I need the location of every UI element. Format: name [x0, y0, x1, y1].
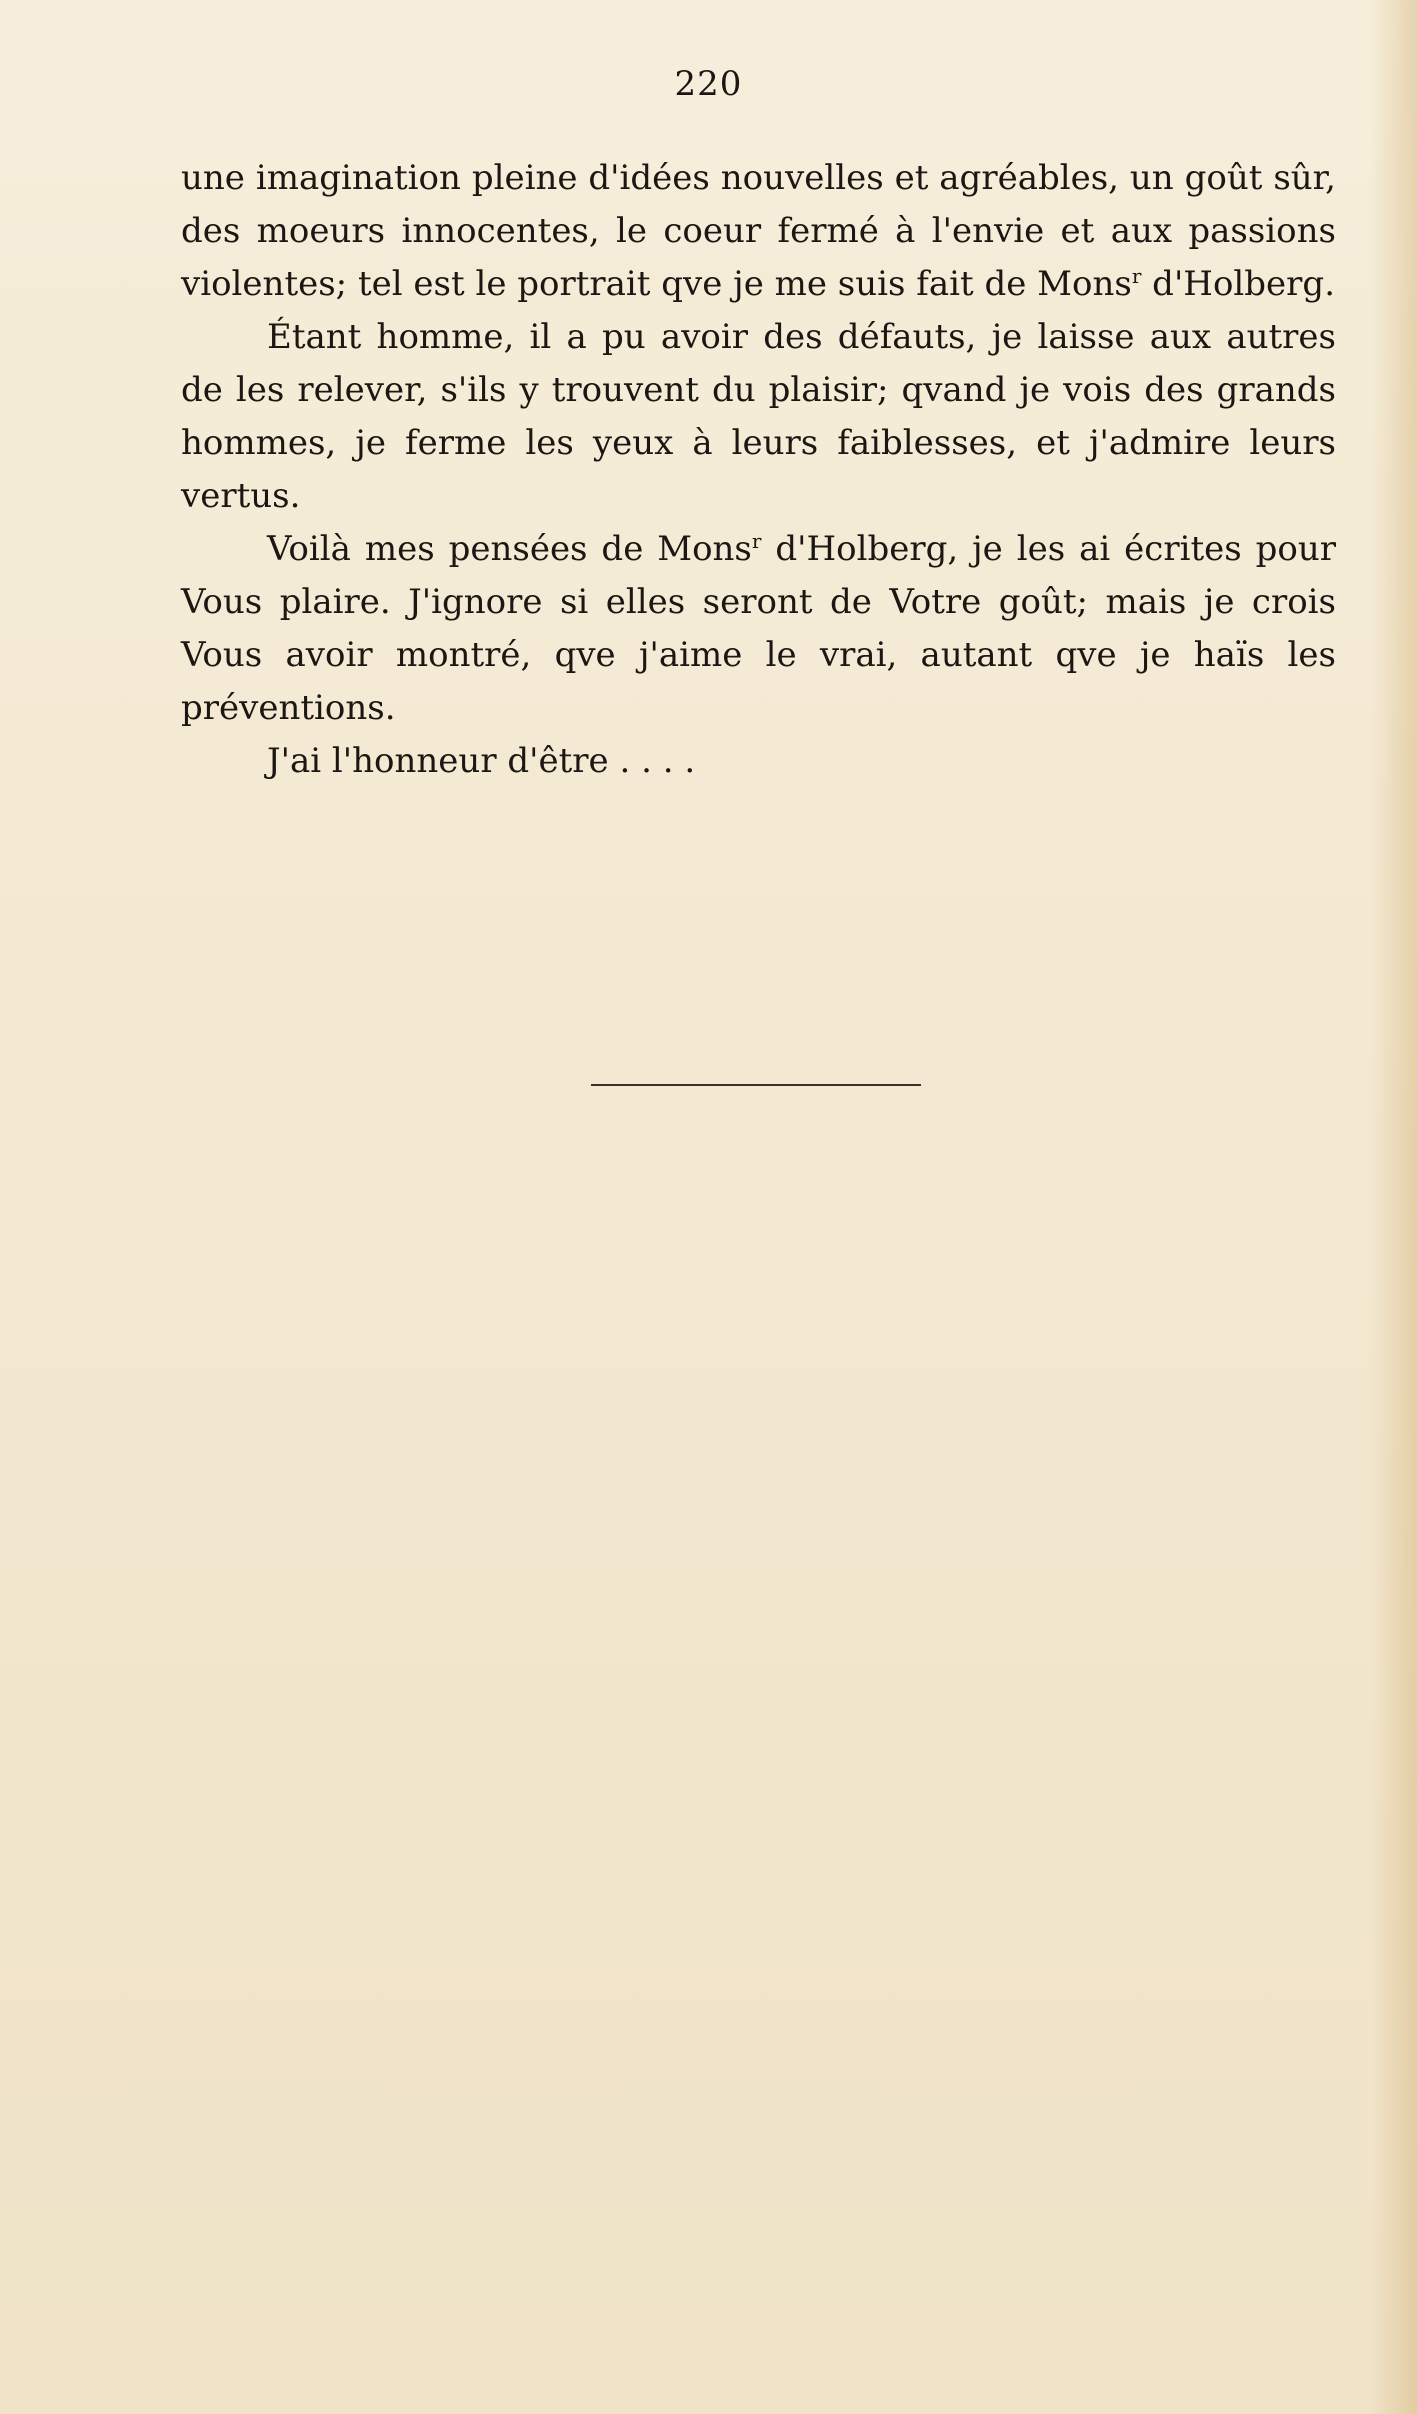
paragraph-1	[181, 152, 1336, 311]
body-text	[181, 152, 1336, 788]
end-rule-divider	[591, 1084, 921, 1086]
paragraph-1-superscript: r	[1131, 264, 1142, 288]
paragraph-3-tail: d'Holberg, je les ai écrites pour Vous plaire. J'ignore si elles seront de Votre goût; mais je crois Vous avoir montré, qve j'aime le vrai, autant qve je haïs les préventions.	[181, 529, 1336, 728]
paragraph-3-superscript: r	[751, 529, 762, 553]
paragraph-3-text: Voilà mes pensées de Mons	[267, 529, 752, 569]
paragraph-1-tail: d'Holberg.	[1141, 264, 1335, 304]
paragraph-2: Étant homme, il a pu avoir des défauts, je laisse aux autres de les relever, s'ils y trouvent du plaisir; qvand je vois des grands hommes, je ferme les yeux à leurs faiblesses, et j'admire leurs vertus.	[181, 317, 1336, 516]
paragraph-1-text: une imagination pleine d'idées nouvelles et agréables, un goût sûr, des moeurs innocentes, le coeur fermé à l'envie et aux passions violentes; tel est le portrait qve je me suis fait de Mons	[181, 158, 1336, 304]
paragraph-4-closing: J'ai l'honneur d'être . . . .	[267, 741, 696, 781]
paragraph-3	[181, 523, 1336, 735]
page-number: 220	[674, 64, 743, 104]
